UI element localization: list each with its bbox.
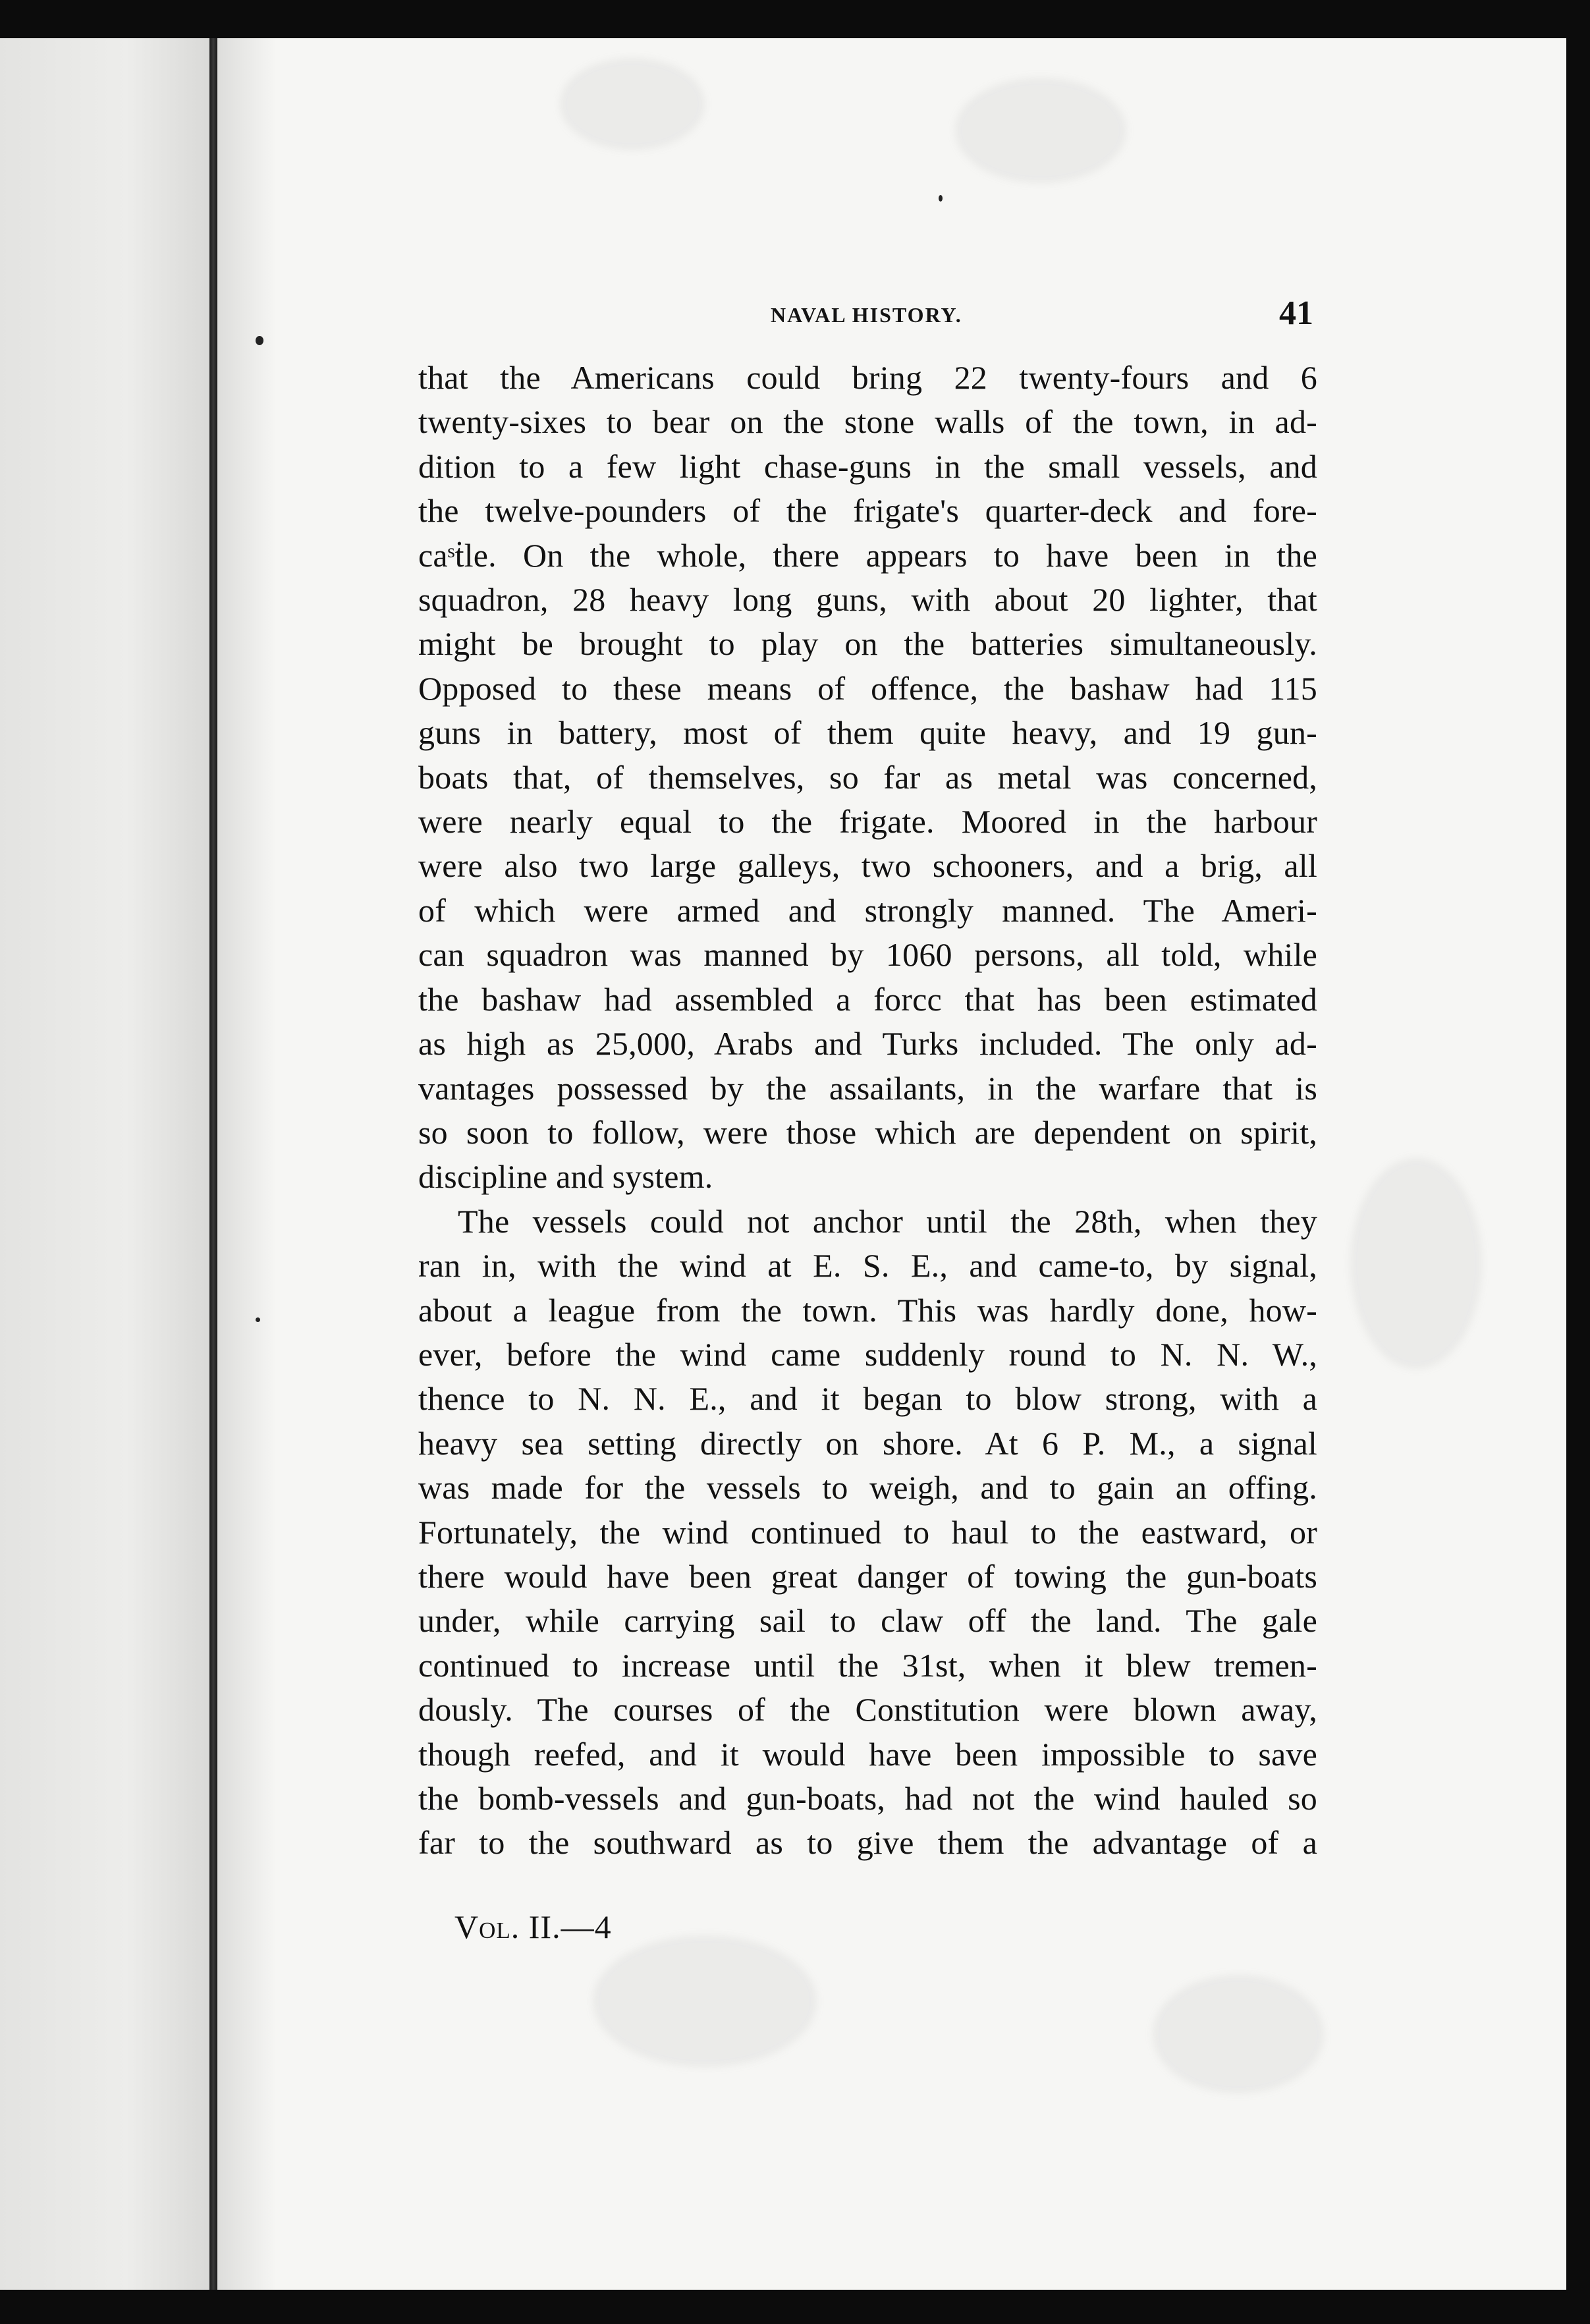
signature-small-caps: ol. (479, 1908, 520, 1945)
text-line: discipline and system. (418, 1158, 713, 1196)
body-text (418, 356, 1317, 1866)
text-line: as high as 25,000, Arabs and Turks included. The only ad- (418, 1025, 1317, 1063)
ink-speck (256, 336, 263, 345)
text-line: squadron, 28 heavy long guns, with about 20 lighter, that (418, 581, 1317, 619)
text-line: can squadron was manned by 1060 persons, all told, while (418, 936, 1317, 974)
text-line: were nearly equal to the frigate. Moored in the harbour (418, 803, 1317, 841)
text-line: was made for the vessels to weigh, and to gain an offing. (418, 1469, 1317, 1507)
text-line: thence to N. N. E., and it began to blow strong, with a (418, 1380, 1317, 1418)
text-line: the bomb-vessels and gun-boats, had not the wind hauled so (418, 1780, 1317, 1817)
text-line: of which were armed and strongly manned. The Ameri- (418, 891, 1317, 929)
text-line: The vessels could not anchor until the 28th, when they (458, 1202, 1317, 1240)
text-line: far to the southward as to give them the advantage of a (418, 1824, 1317, 1862)
text-line: the twelve-pounders of the frigate's quarter-deck and fore- (418, 492, 1317, 530)
running-head: NAVAL HISTORY. (771, 303, 962, 327)
text-line: heavy sea setting directly on shore. At 6 P. M., a signal (418, 1424, 1317, 1462)
text-line: Fortunately, the wind continued to haul to the eastward, or (418, 1513, 1317, 1551)
text-line: though reefed, and it would have been impossible to save (418, 1735, 1317, 1773)
paper-stain (1153, 1975, 1324, 2093)
ink-speck (256, 1317, 260, 1322)
paper-stain (593, 1935, 817, 2067)
text-line: under, while carrying sail to claw off the land. The gale (418, 1602, 1317, 1640)
text-line: vantages possessed by the assailants, in the warfare that is (418, 1069, 1317, 1107)
page-number: 41 (1279, 294, 1313, 332)
text-line: guns in battery, most of them quite heavy, and 19 gun- (418, 714, 1317, 752)
signature-volume: II.—4 (520, 1908, 612, 1945)
book-spine-gutter (209, 38, 217, 2290)
text-line: twenty-sixes to bear on the stone walls of the town, in ad- (418, 403, 1317, 441)
text-line: so soon to follow, were those which are dependent on spirit, (418, 1113, 1317, 1151)
paper-stain (955, 78, 1126, 183)
signature-mark (454, 1908, 612, 1946)
text-line: ever, before the wind came suddenly round to N. N. W., (418, 1335, 1317, 1373)
signature-prefix: V (454, 1908, 480, 1945)
facing-page-edge (0, 38, 211, 2290)
text-line: continued to increase until the 31st, when it blew tremen- (418, 1646, 1317, 1684)
text-line: ran in, with the wind at E. S. E., and came-to, by signal, (418, 1247, 1317, 1285)
text-line: caˢṫle. On the whole, there appears to have been in the (418, 536, 1317, 574)
text-line: were also two large galleys, two schooners, and a brig, all (418, 847, 1317, 885)
book-page (0, 38, 1566, 2290)
text-line: might be brought to play on the batteries simultaneously. (418, 625, 1317, 663)
text-line: about a league from the town. This was hardly done, how- (418, 1291, 1317, 1329)
text-line: the bashaw had assembled a forcc that has been estimated (418, 980, 1317, 1018)
ink-speck (939, 195, 943, 202)
text-line: there would have been great danger of towing the gun-boats (418, 1557, 1317, 1595)
paper-stain (1350, 1158, 1482, 1369)
text-line: boats that, of themselves, so far as metal was concerned, (418, 758, 1317, 796)
paper-stain (560, 58, 705, 150)
text-line: dition to a few light chase-guns in the small vessels, and (418, 447, 1317, 485)
text-line: Opposed to these means of offence, the bashaw had 115 (418, 669, 1317, 707)
text-line: dously. The courses of the Constitution were blown away, (418, 1691, 1317, 1729)
gutter-shadow (217, 38, 277, 2290)
text-line: that the Americans could bring 22 twenty-fours and 6 (418, 359, 1317, 396)
